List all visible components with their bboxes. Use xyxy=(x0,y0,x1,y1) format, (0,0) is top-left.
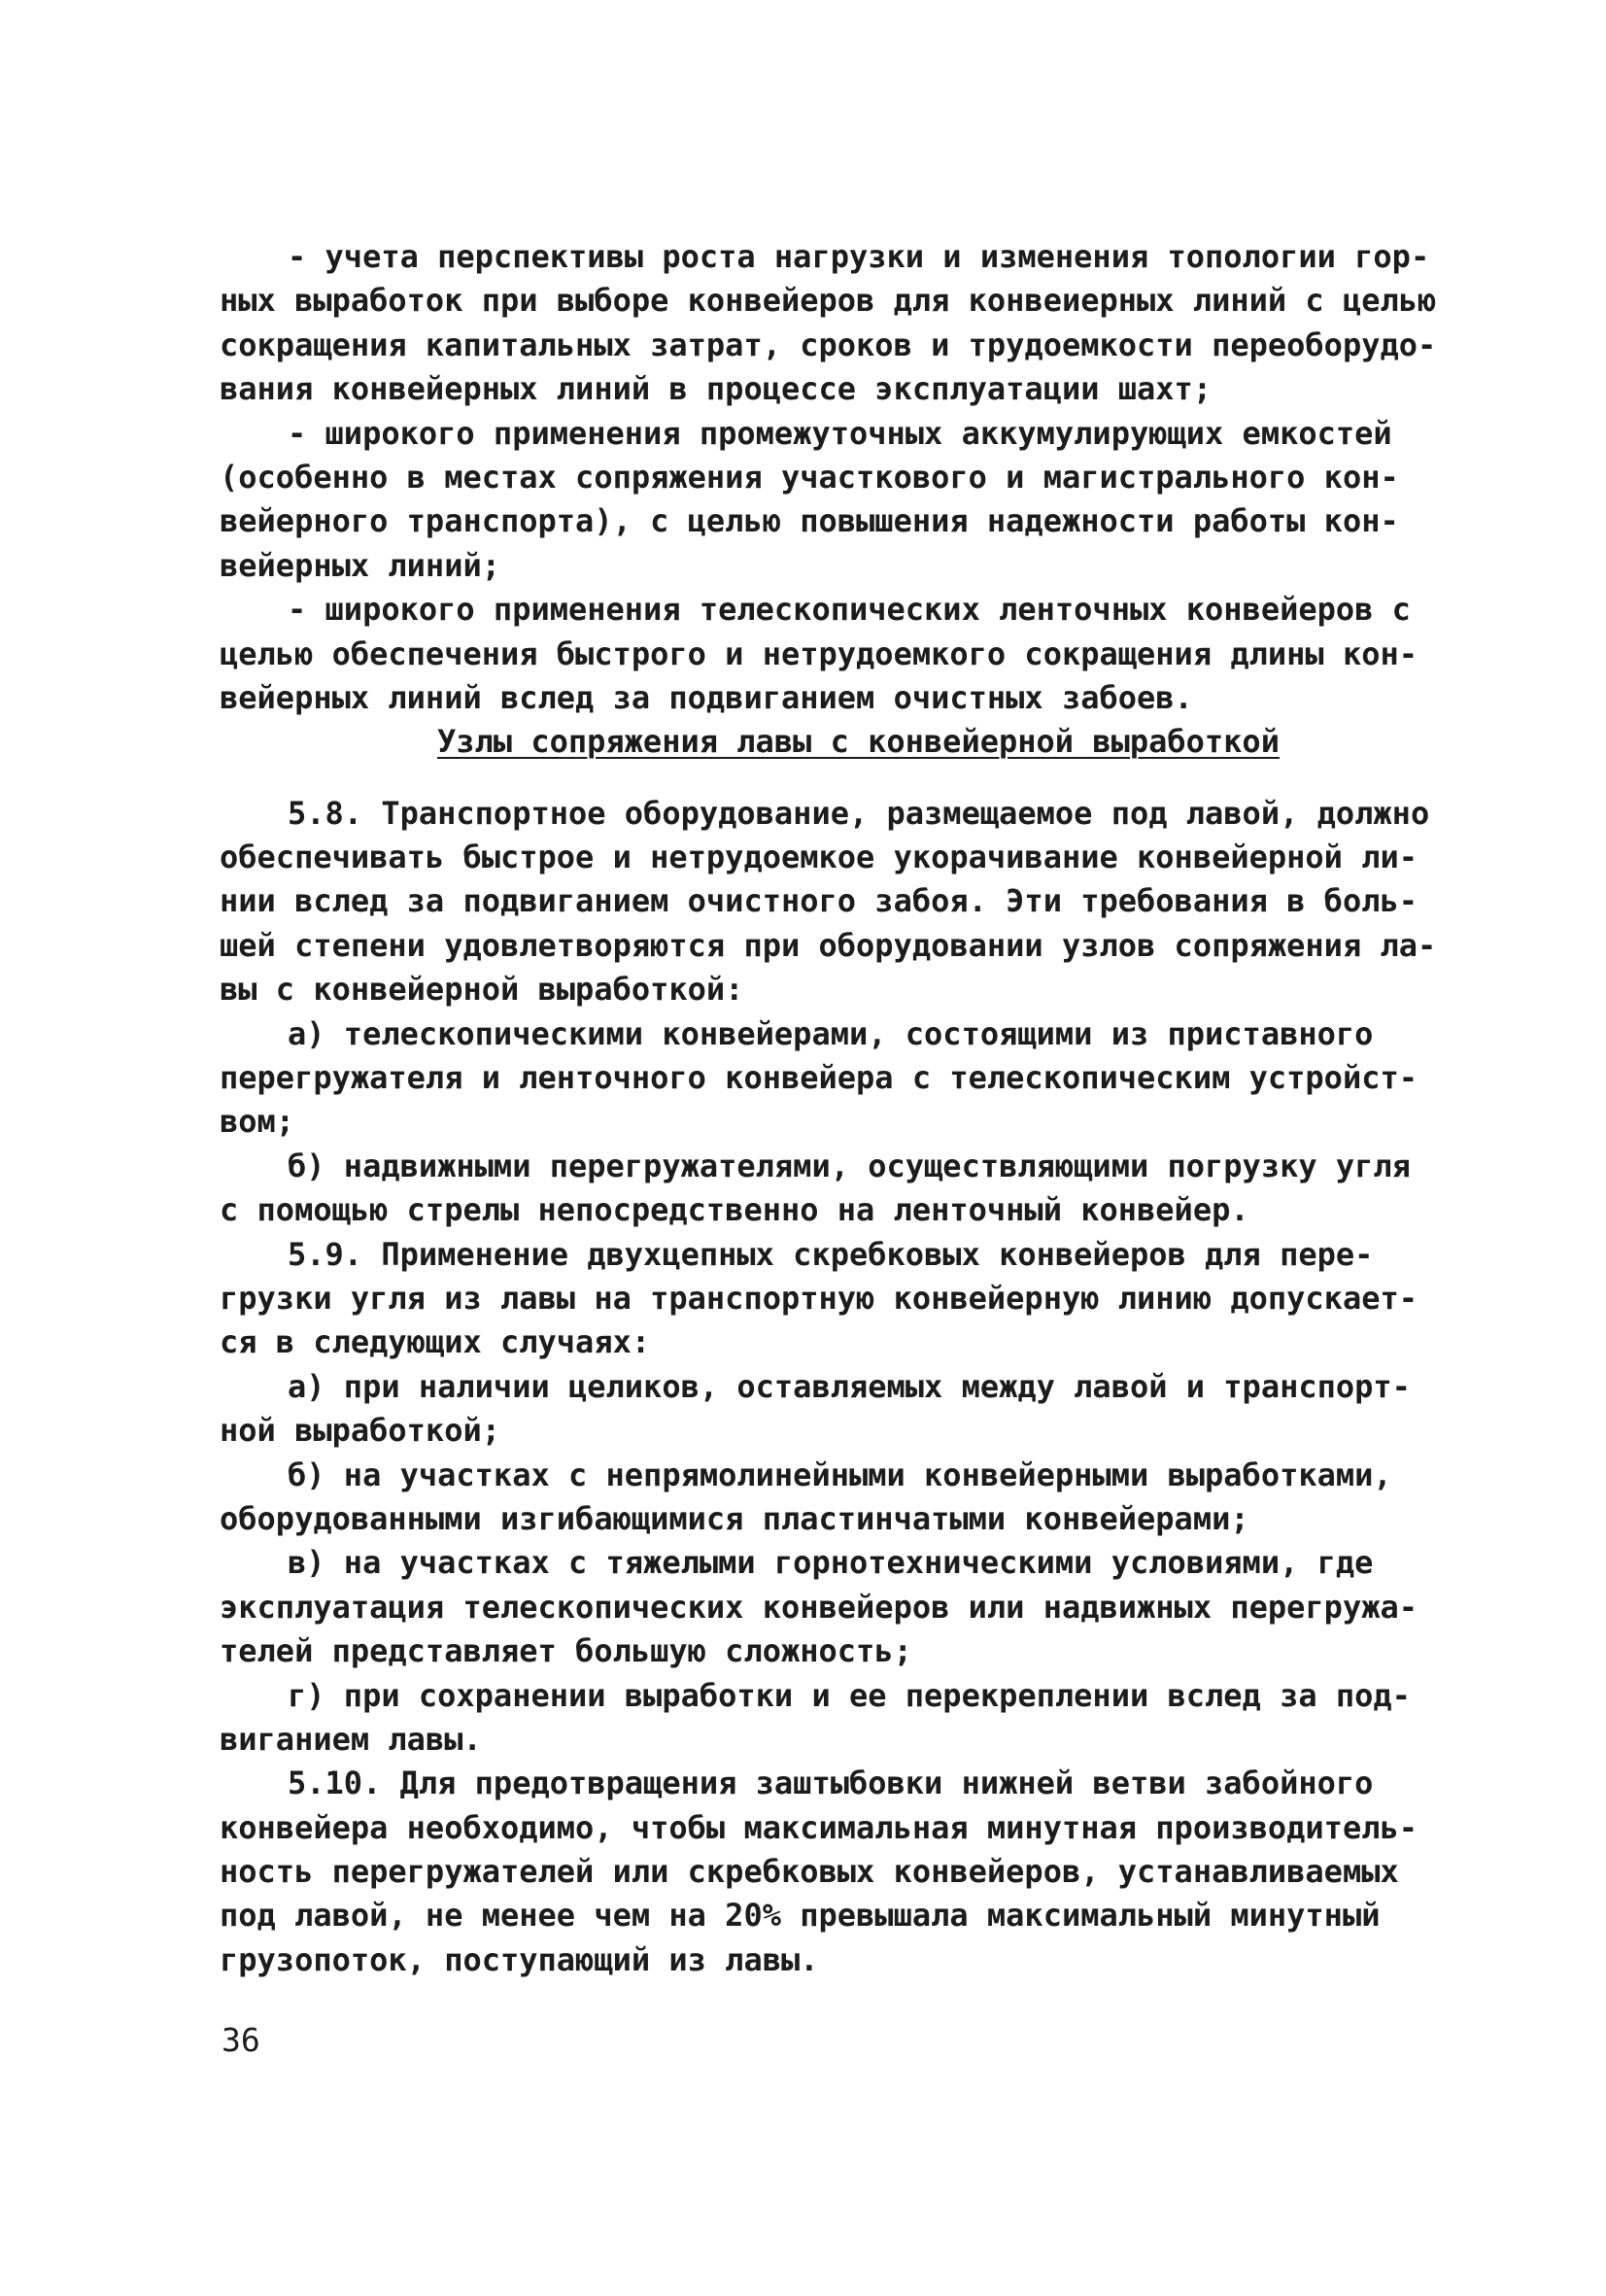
text-line: нии вслед за подвиганием очистного забоя. Эти требования в боль- xyxy=(220,882,1418,920)
text-line: вейерных линий вслед за подвиганием очистных забоев. xyxy=(220,678,1193,716)
text-line: виганием лавы. xyxy=(220,1720,482,1758)
text-line: вания конвейерных линий в процессе эксплуатации шахт; xyxy=(220,370,1213,408)
text-line: грузки угля из лавы на транспортную конвейерную линию допускает- xyxy=(220,1279,1418,1317)
text-line: б) надвижными перегружателями, осуществляющими погрузку угля xyxy=(288,1147,1411,1184)
text-line: 5.9. Применение двухцепных скребковых конвейеров для пере- xyxy=(288,1235,1374,1273)
body-text xyxy=(220,235,1437,1982)
text-line: 5.10. Для предотвращения заштыбовки нижней ветви забойного xyxy=(288,1765,1374,1802)
text-line: с помощью стрелы непосредственно на ленточный конвейер. xyxy=(220,1191,1249,1229)
text-line: под лавой, не менее чем на 20% превышала максимальный минутный xyxy=(220,1897,1381,1935)
text-line: перегружателя и ленточного конвейера с телескопическим устройст- xyxy=(220,1059,1418,1097)
text-line: ных выработок при выборе конвейеров для конвеиерных линий с целью xyxy=(220,282,1437,320)
text-line: сокращения капитальных затрат, сроков и трудоемкости переоборудо- xyxy=(220,326,1437,363)
text-line: г) при сохранении выработки и ее перекреплении вслед за под- xyxy=(288,1676,1411,1714)
text-line: грузопоток, поступающий из лавы. xyxy=(220,1940,819,1978)
text-line: вейерного транспорта), с целью повышения надежности работы кон- xyxy=(220,502,1399,540)
text-line: шей степени удовлетворяются при оборудовании узлов сопряжения ла- xyxy=(220,926,1437,964)
spacer xyxy=(220,765,1397,792)
text-line: вы с конвейерной выработкой: xyxy=(220,971,744,1009)
text-line: эксплуатация телескопических конвейеров или надвижных перегружа- xyxy=(220,1588,1418,1626)
text-line: (особенно в местах сопряжения участкового и магистрального кон- xyxy=(220,458,1399,496)
text-line: обеспечивать быстрое и нетрудоемкое укорачивание конвейерной ли- xyxy=(220,839,1418,876)
text-line: в) на участках с тяжелыми горнотехническими условиями, где xyxy=(288,1544,1374,1582)
text-line: - широкого применения промежуточных аккумулирующих емкостей xyxy=(288,414,1392,452)
text-line: ной выработкой; xyxy=(220,1412,500,1450)
text-line: оборудованными изгибающимися пластинчатыми конвейерами; xyxy=(220,1499,1249,1537)
page-number: 36 xyxy=(222,2021,260,2059)
text-line: конвейера необходимо, чтобы максимальная минутная производитель- xyxy=(220,1808,1418,1846)
text-line: ность перегружателей или скребковых конвейеров, устанавливаемых xyxy=(220,1853,1399,1891)
text-line: - учета перспективы роста нагрузки и изменения топологии гор- xyxy=(288,238,1430,275)
text-line: 5.8. Транспортное оборудование, размещаемое под лавой, должно xyxy=(288,794,1430,832)
text-line: вейерных линий; xyxy=(220,546,500,584)
text-line: вом; xyxy=(220,1103,295,1141)
section-heading: Узлы сопряжения лавы с конвейерной выработкой xyxy=(437,723,1280,761)
text-line: б) на участках с непрямолинейными конвейерными выработками, xyxy=(288,1456,1392,1493)
text-line: - широкого применения телескопических ленточных конвейеров с xyxy=(288,591,1411,629)
text-line: а) телескопическими конвейерами, состоящими из приставного xyxy=(288,1014,1374,1052)
text-line: телей представляет большую сложность; xyxy=(220,1632,912,1670)
text-line: целью обеспечения быстрого и нетрудоемкого сокращения длины кон- xyxy=(220,634,1418,672)
text-line: а) при наличии целиков, оставляемых между лавой и транспорт- xyxy=(288,1367,1411,1405)
text-line: ся в следующих случаях: xyxy=(220,1323,651,1361)
